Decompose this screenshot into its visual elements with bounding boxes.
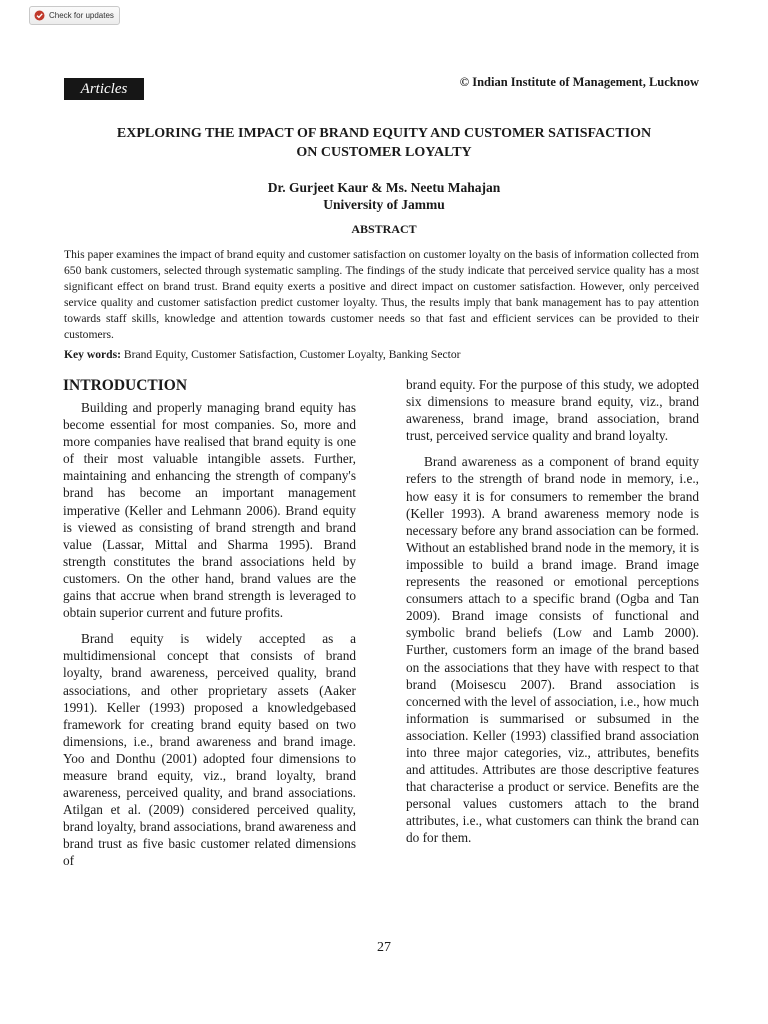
author-names: Dr. Gurjeet Kaur & Ms. Neetu Mahajan <box>267 180 501 195</box>
check-for-updates-button[interactable] <box>29 6 120 25</box>
author-block <box>0 179 768 213</box>
right-column <box>406 376 699 856</box>
paper-title <box>0 124 768 162</box>
section-heading-introduction: INTRODUCTION <box>63 377 188 394</box>
keywords-line <box>64 347 704 363</box>
check-for-updates-icon <box>34 10 45 21</box>
page-number: 27 <box>377 940 391 955</box>
publisher-copyright: © Indian Institute of Management, Lucknow <box>459 75 699 89</box>
articles-section-tag: Articles <box>64 78 144 100</box>
keywords-label: Key words: <box>64 348 121 361</box>
paper-title-line: ON CUSTOMER LOYALTY <box>296 145 472 160</box>
left-column <box>63 376 356 879</box>
abstract-text: This paper examines the impact of brand equity and customer satisfaction on customer loyalty on the basis of information collected from 650 bank customers, selected through systematic sampling. The findings of the study indicate that perceived service quality has a most significant effect on brand trust. Brand equity exerts a positive and direct impact on customer satisfaction. However, only perceived service quality and customer satisfaction predict customer loyalty. Thus, the results imply that bank management has to pay attention towards staff skills, knowledge and attention towards customer needs so that fast and efficient services can be provided to their customers. <box>64 248 699 342</box>
keywords-list: Brand Equity, Customer Satisfaction, Customer Loyalty, Banking Sector <box>121 348 461 361</box>
body-paragraph: Building and properly managing brand equity has become essential for most companies. So, more and more companies have realised that brand equity is one of their most valuable intangible assets. Further, maintaining and enhancing the strength of company's brand has become an important management imperative (Keller and Lehmann 2006). Brand equity is viewed as consisting of brand strength and brand value (Lassar, Mittal and Sharma 1995). Brand strength constitutes the brand associations held by customers. On the other hand, brand values are the gains that accrue when brand strength is leveraged to obtain superior current and future profits. <box>63 400 356 621</box>
abstract-heading: ABSTRACT <box>351 222 417 236</box>
body-paragraph: Brand awareness as a component of brand equity refers to the strength of brand node in memory, i.e., how easy it is for consumers to remember the brand (Keller 1993). A brand awareness memory node is necessary before any brand association can be formed. Without an established brand node in the memory, it is impossible to build a brand image. Brand image represents the reasoned or emotional perceptions consumers attach to a specific brand (Ogba and Tan 2009). Brand image consists of functional and symbolic brand beliefs (Low and Lamb 2000). Further, customers form an image of the brand based on the associations that they have with respect to that brand (Moisescu 2007). Brand association is concerned with the level of association, i.e., how much information is summarised or subsumed in the association. Keller (1993) classified brand association into three major categories, viz., attributes, benefits and attitudes. Attributes are those descriptive features that characterise a product or service. Benefits are the personal values customers attach to the brand attributes, i.e., what customers can think the brand can do for them. <box>406 454 699 846</box>
paper-title-line: EXPLORING THE IMPACT OF BRAND EQUITY AND CUSTOMER SATISFACTION <box>116 126 652 141</box>
body-paragraph-continuation: brand equity. For the purpose of this study, we adopted six dimensions to measure brand equity, viz., brand awareness, brand image, brand association, brand trust, perceived service quality and brand loyalty. <box>406 377 699 444</box>
check-for-updates-label: Check for updates <box>49 11 114 20</box>
body-paragraph: Brand equity is widely accepted as a multidimensional concept that consists of brand loyalty, brand awareness, perceived quality, brand associations, and other proprietary assets (Aaker 1991). Keller (1993) proposed a knowledgebased framework for creating brand equity based on two dimensions, i.e., brand awareness and brand image. Yoo and Donthu (2001) adopted four dimensions to measure brand equity, viz., brand loyalty, brand awareness, perceived quality, and brand associations. Atilgan et al. (2009) considered perceived quality, brand loyalty, brand associations, brand awareness and brand trust as five basic customer related dimensions of <box>63 631 356 869</box>
author-affiliation: University of Jammu <box>323 197 445 212</box>
